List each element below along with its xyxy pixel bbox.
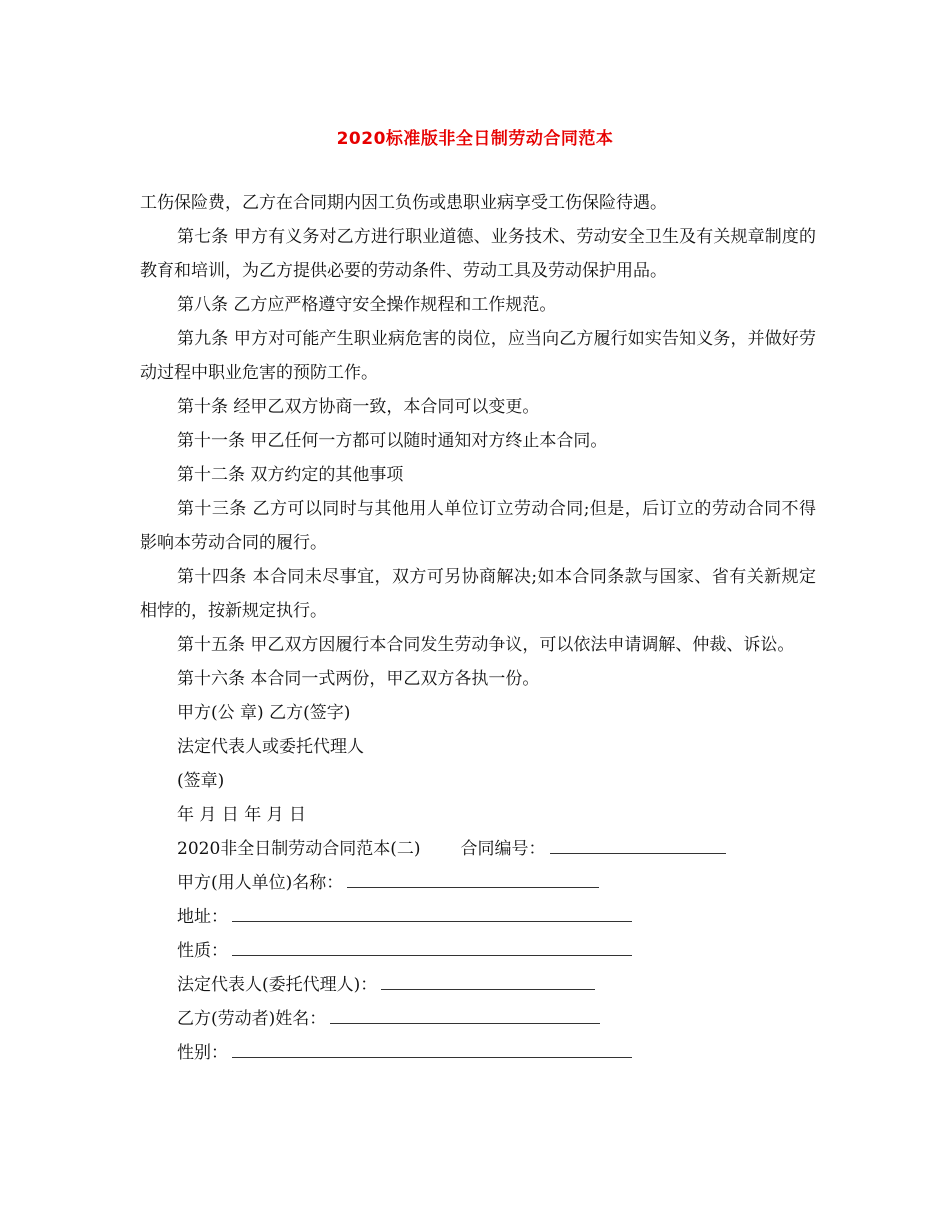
form-heading-row: [140, 832, 816, 866]
clause-13: 第十三条 乙方可以同时与其他用人单位订立劳动合同;但是，后订立的劳动合同不得影响本劳动合同的履行。: [140, 499, 816, 553]
party-b-row: [140, 1002, 816, 1036]
address-field[interactable]: [232, 901, 632, 922]
document-body: [140, 186, 816, 1070]
legal-representative-line: 法定代表人或委托代理人: [177, 737, 364, 757]
address-label: 地址：: [177, 907, 228, 927]
seal-line: (签章): [177, 771, 225, 791]
clause-10: 第十条 经甲乙双方协商一致，本合同可以变更。: [177, 397, 540, 417]
representative-row: [140, 968, 816, 1002]
clause-12: 第十二条 双方约定的其他事项: [177, 465, 404, 485]
contract-number-label: 合同编号：: [460, 839, 546, 859]
party-b-label: 乙方(劳动者)姓名：: [177, 1009, 327, 1029]
date-line: 年 月 日 年 月 日: [177, 805, 307, 825]
clause-9: 第九条 甲方对可能产生职业病危害的岗位，应当向乙方履行如实告知义务，并做好劳动过程中职业危害的预防工作。: [140, 329, 816, 383]
clause-7: 第七条 甲方有义务对乙方进行职业道德、业务技术、劳动安全卫生及有关规章制度的教育和培训，为乙方提供必要的劳动条件、劳动工具及劳动保护用品。: [140, 227, 816, 281]
representative-label: 法定代表人(委托代理人)：: [177, 975, 378, 995]
party-a-name-field[interactable]: [347, 867, 599, 888]
party-a-label: 甲方(用人单位)名称：: [177, 873, 344, 893]
party-b-name-field[interactable]: [330, 1003, 600, 1024]
party-a-row: [140, 866, 816, 900]
contract-number-field[interactable]: [550, 833, 726, 854]
clause-16: 第十六条 本合同一式两份，甲乙双方各执一份。: [177, 669, 540, 689]
gender-row: [140, 1036, 816, 1070]
gender-field[interactable]: [232, 1037, 632, 1058]
document-title: 2020标准版非全日制劳动合同范本: [336, 129, 614, 149]
representative-field[interactable]: [381, 969, 595, 990]
nature-field[interactable]: [232, 935, 632, 956]
form-heading: 2020非全日制劳动合同范本(二): [177, 839, 421, 859]
nature-label: 性质：: [177, 941, 228, 961]
address-row: [140, 900, 816, 934]
clause-8: 第八条 乙方应严格遵守安全操作规程和工作规范。: [177, 295, 557, 315]
clause-15: 第十五条 甲乙双方因履行本合同发生劳动争议，可以依法申请调解、仲裁、诉讼。: [177, 635, 795, 655]
signature-parties: 甲方(公 章) 乙方(签字): [177, 703, 351, 723]
gender-label: 性别：: [177, 1043, 228, 1063]
nature-row: [140, 934, 816, 968]
clause-14: 第十四条 本合同未尽事宜，双方可另协商解决;如本合同条款与国家、省有关新规定相悖的，按新规定执行。: [140, 567, 816, 621]
clause-11: 第十一条 甲乙任何一方都可以随时通知对方终止本合同。: [177, 431, 608, 451]
paragraph: 工伤保险费，乙方在合同期内因工负伤或患职业病享受工伤保险待遇。: [140, 193, 667, 213]
